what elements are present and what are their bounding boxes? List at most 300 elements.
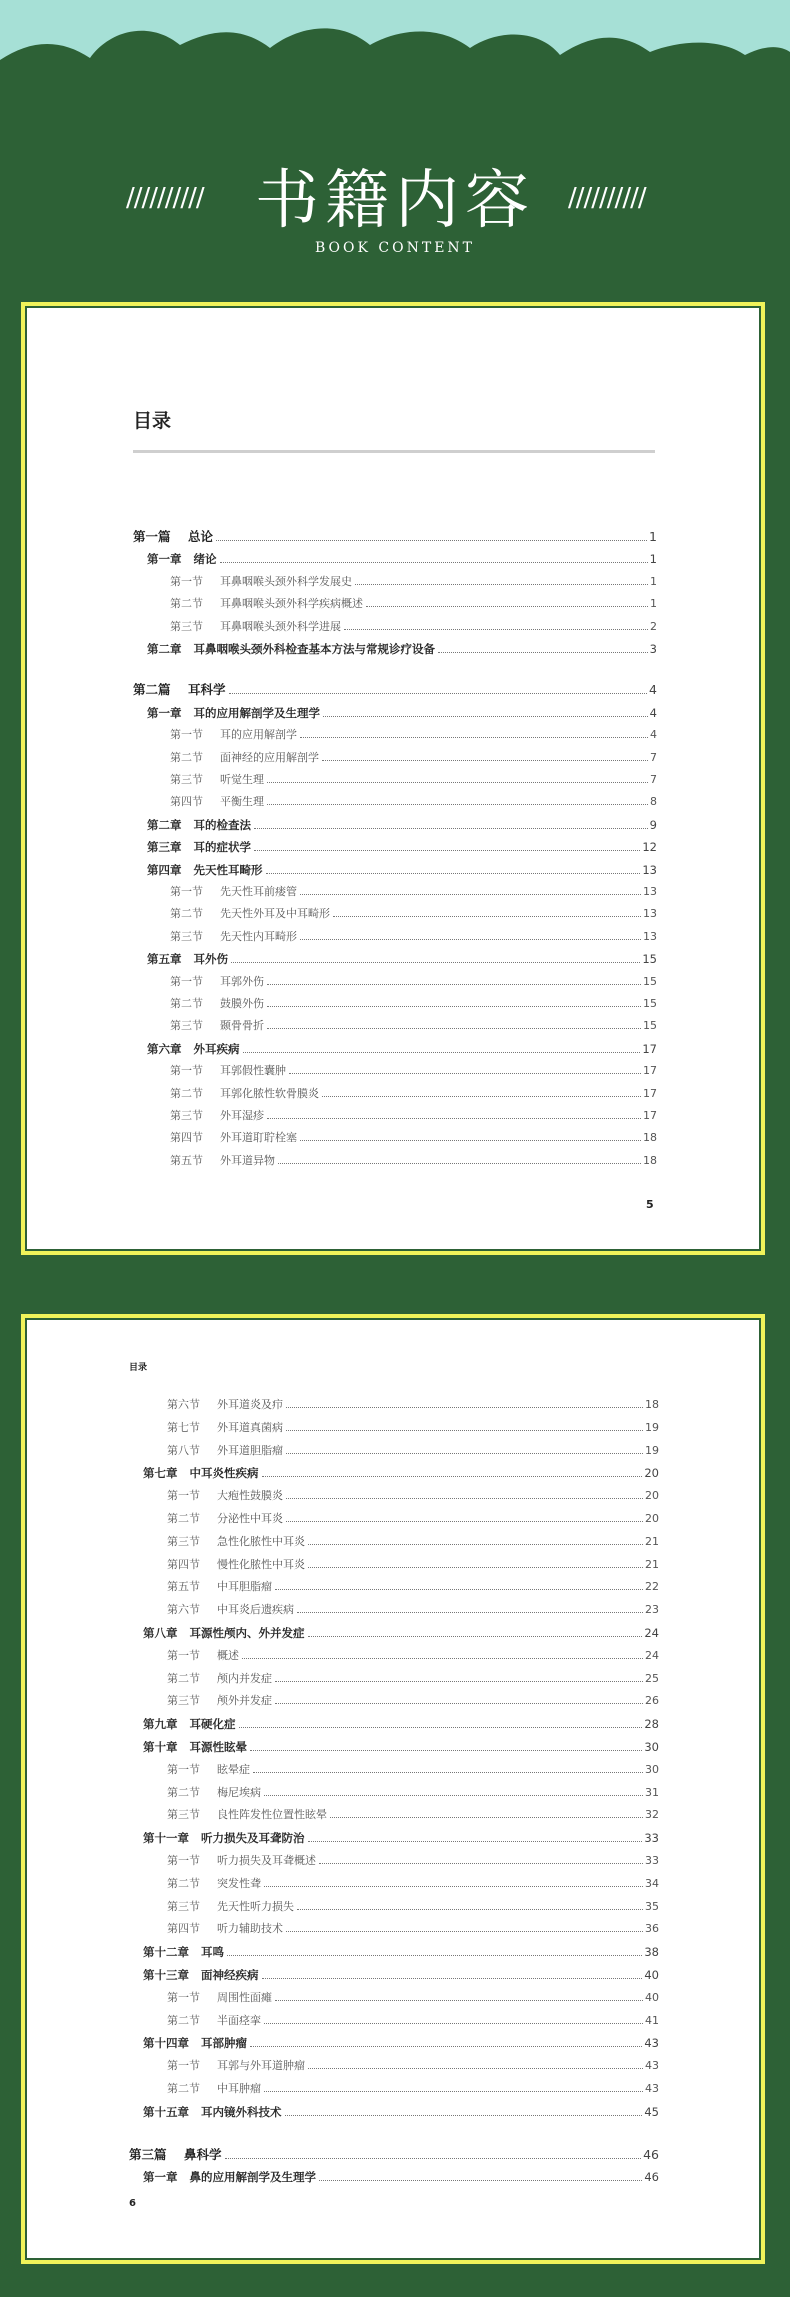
toc-section-entry[interactable] bbox=[167, 2013, 659, 2029]
toc-entry-page: 33 bbox=[645, 1854, 659, 1867]
toc-entry-title: 梅尼埃病 bbox=[217, 1785, 261, 1799]
toc-entry-label: 第十四章 bbox=[143, 2036, 189, 2051]
toc-entry-title: 耳鼻咽喉头颈外科检查基本方法与常规诊疗设备 bbox=[193, 642, 435, 656]
toc-chapter-entry[interactable] bbox=[143, 1830, 659, 1846]
toc-entry-title: 耳郭化脓性软骨膜炎 bbox=[220, 1086, 319, 1100]
toc-entry-title: 耳的应用解剖学 bbox=[220, 728, 297, 742]
toc-entry-page: 4 bbox=[649, 682, 657, 698]
toc-section-entry[interactable] bbox=[167, 1921, 659, 1937]
page-header bbox=[0, 150, 790, 270]
dot-leader bbox=[319, 1863, 643, 1864]
toc-entry-title: 总论 bbox=[188, 529, 214, 544]
toc-section-entry[interactable] bbox=[170, 1153, 657, 1169]
dot-leader bbox=[308, 1841, 643, 1842]
dot-leader bbox=[286, 1498, 643, 1499]
toc-entry-title: 中耳炎后遗疾病 bbox=[217, 1603, 294, 1617]
toc-entry-title: 先天性内耳畸形 bbox=[220, 929, 297, 943]
toc-entry-label: 第五章 bbox=[147, 952, 182, 967]
toc-section-entry[interactable] bbox=[167, 1420, 659, 1436]
toc-entry-title: 耳郭与外耳道肿瘤 bbox=[217, 2059, 305, 2073]
dot-leader bbox=[438, 652, 648, 653]
toc-entry-page: 40 bbox=[645, 1990, 659, 2004]
toc-section-entry[interactable] bbox=[167, 1762, 659, 1778]
toc-entry-title: 先天性听力损失 bbox=[217, 1899, 294, 1913]
toc-section-entry[interactable] bbox=[167, 1807, 659, 1823]
dot-leader bbox=[322, 1096, 641, 1097]
toc-entry-page: 19 bbox=[645, 1443, 659, 1457]
dot-leader bbox=[275, 1589, 643, 1590]
toc-entry-page: 9 bbox=[649, 817, 657, 832]
dot-leader bbox=[319, 2180, 642, 2181]
toc-entry-page: 20 bbox=[645, 1489, 659, 1503]
toc-entry-page: 4 bbox=[650, 728, 657, 742]
toc-entry-page: 43 bbox=[645, 2082, 659, 2095]
dot-leader bbox=[308, 1567, 643, 1568]
toc-entry-page: 2 bbox=[650, 619, 657, 633]
dot-leader bbox=[286, 1453, 643, 1454]
toc-chapter-entry[interactable] bbox=[147, 951, 657, 967]
toc-entry-page: 13 bbox=[643, 885, 657, 898]
toc-entry-label: 第二节 bbox=[170, 1086, 203, 1100]
toc-section-entry[interactable] bbox=[167, 1602, 659, 1618]
toc-part-entry[interactable] bbox=[133, 529, 657, 545]
toc-entry-label: 第一节 bbox=[167, 1990, 200, 2004]
toc-section-entry[interactable] bbox=[167, 2058, 659, 2074]
toc-entry-title: 先天性外耳及中耳畸形 bbox=[220, 907, 330, 921]
toc-section-entry[interactable] bbox=[167, 1671, 659, 1687]
toc-entry-title: 听力辅助技术 bbox=[217, 1922, 283, 1936]
toc-entry-label: 第三节 bbox=[167, 1534, 200, 1548]
dot-leader bbox=[275, 1703, 643, 1704]
dot-leader bbox=[308, 2068, 643, 2069]
dot-leader bbox=[297, 1612, 643, 1613]
toc-section-entry[interactable] bbox=[170, 929, 657, 945]
toc-chapter-entry[interactable] bbox=[147, 817, 657, 833]
toc-section-entry[interactable] bbox=[170, 619, 657, 635]
toc-chapter-entry[interactable] bbox=[147, 641, 657, 657]
dot-leader bbox=[267, 1028, 641, 1029]
dot-leader bbox=[308, 1544, 643, 1545]
toc-entry-label: 第二节 bbox=[170, 597, 203, 611]
dot-leader bbox=[220, 562, 648, 563]
toc-entry-title: 周围性面瘫 bbox=[217, 1990, 272, 2004]
sky-wave-decoration bbox=[0, 0, 790, 90]
dot-leader bbox=[300, 894, 641, 895]
toc-entry-page: 40 bbox=[644, 1968, 659, 1982]
toc-entry-page: 7 bbox=[650, 773, 657, 786]
dot-leader bbox=[229, 693, 648, 694]
toc-chapter-entry[interactable] bbox=[143, 1625, 659, 1641]
toc-entry-page: 23 bbox=[645, 1603, 659, 1617]
right-slash-decoration: ////////// bbox=[568, 183, 646, 213]
toc-entry-title: 外耳道胆脂瘤 bbox=[217, 1443, 283, 1457]
toc-entry-page: 21 bbox=[645, 1534, 659, 1548]
dot-leader bbox=[285, 2115, 643, 2116]
dot-leader bbox=[333, 916, 641, 917]
toc-entry-page: 8 bbox=[650, 795, 657, 809]
toc-entry-label: 第七节 bbox=[167, 1420, 200, 1434]
toc-entry-page: 15 bbox=[643, 997, 657, 1010]
toc-entry-title: 外耳道炎及疖 bbox=[217, 1398, 283, 1411]
dot-leader bbox=[300, 939, 641, 940]
toc-entry-title: 面神经疾病 bbox=[201, 1968, 259, 1982]
toc-entry-title: 耳鼻咽喉头颈外科学疾病概述 bbox=[220, 597, 363, 611]
toc-entry-label: 第八节 bbox=[167, 1443, 200, 1457]
toc-entry-title: 耳的症状学 bbox=[193, 840, 251, 855]
dot-leader bbox=[239, 1727, 643, 1728]
toc-divider bbox=[133, 450, 655, 453]
toc-section-entry[interactable] bbox=[167, 1693, 659, 1709]
dot-leader bbox=[300, 1140, 641, 1141]
toc-entry-title: 外耳道耵聍栓塞 bbox=[220, 1131, 297, 1145]
toc-section-entry[interactable] bbox=[167, 1990, 659, 2006]
toc-entry-title: 外耳道真菌病 bbox=[217, 1420, 283, 1434]
toc-entry-title: 眩晕症 bbox=[217, 1762, 250, 1776]
toc-entry-title: 耳鼻咽喉头颈外科学进展 bbox=[220, 619, 341, 633]
toc-entry-label: 第一章 bbox=[143, 2170, 178, 2185]
toc-part-entry[interactable] bbox=[133, 682, 657, 698]
toc-entry-label: 第十五章 bbox=[143, 2104, 189, 2119]
toc-entry-title: 先天性耳前瘘管 bbox=[220, 885, 297, 898]
page-title: 书籍内容 bbox=[255, 164, 535, 238]
toc-entry-page: 24 bbox=[645, 1648, 659, 1662]
toc-entry-label: 第二节 bbox=[167, 1512, 200, 1525]
toc-entry-title: 听力损失及耳聋概述 bbox=[217, 1854, 316, 1867]
toc-entry-label: 第二节 bbox=[170, 907, 203, 921]
left-slash-decoration: ////////// bbox=[126, 183, 204, 213]
toc-chapter-entry[interactable] bbox=[143, 1739, 659, 1755]
dot-leader bbox=[355, 584, 648, 585]
toc-entry-label: 第一节 bbox=[167, 1648, 200, 1662]
toc-entry-label: 第六章 bbox=[147, 1041, 182, 1056]
toc-entry-title: 鼻的应用解剖学及生理学 bbox=[189, 2170, 316, 2185]
toc-entry-label: 第三节 bbox=[170, 773, 203, 786]
toc-entry-page: 30 bbox=[645, 1762, 659, 1776]
toc-chapter-entry[interactable] bbox=[143, 1944, 659, 1960]
toc-section-entry[interactable] bbox=[167, 1511, 659, 1527]
toc-entry-title: 听力损失及耳聋防治 bbox=[201, 1831, 305, 1846]
toc-section-entry[interactable] bbox=[167, 1579, 659, 1595]
dot-leader bbox=[275, 1681, 643, 1682]
toc-chapter-entry[interactable] bbox=[147, 551, 657, 567]
toc-entry-title: 颞骨骨折 bbox=[220, 1019, 264, 1033]
dot-leader bbox=[275, 2000, 643, 2001]
dot-leader bbox=[227, 1955, 642, 1956]
toc-section-entry[interactable] bbox=[170, 996, 657, 1012]
toc-entry-page: 24 bbox=[644, 1626, 659, 1640]
toc-entry-title: 耳硬化症 bbox=[189, 1717, 236, 1732]
page-subtitle: BOOK CONTENT bbox=[315, 240, 475, 256]
toc-chapter-entry[interactable] bbox=[147, 862, 657, 878]
dot-leader bbox=[264, 1795, 643, 1796]
dot-leader bbox=[262, 1978, 643, 1979]
toc-entry-title: 耳鸣 bbox=[201, 1945, 224, 1960]
toc-entry-page: 35 bbox=[645, 1899, 659, 1913]
toc-entry-title: 颅内并发症 bbox=[217, 1671, 272, 1685]
toc-entry-label: 第二章 bbox=[147, 817, 182, 832]
toc-entry-title: 急性化脓性中耳炎 bbox=[217, 1534, 305, 1548]
dot-leader bbox=[267, 984, 641, 985]
toc-entry-page: 20 bbox=[645, 1512, 659, 1525]
page-number: 5 bbox=[646, 1198, 654, 1211]
toc-entry-label: 第六节 bbox=[167, 1603, 200, 1617]
toc-entry-label: 第三节 bbox=[170, 929, 203, 943]
toc-entry-title: 耳郭假性囊肿 bbox=[220, 1064, 286, 1078]
toc-entry-page: 17 bbox=[643, 1109, 657, 1122]
toc-entry-title: 良性阵发性位置性眩晕 bbox=[217, 1808, 327, 1822]
toc-chapter-entry[interactable] bbox=[143, 1716, 659, 1732]
toc-entry-page: 15 bbox=[643, 1019, 657, 1033]
toc-entry-label: 第一章 bbox=[147, 552, 182, 567]
page-number: 6 bbox=[129, 2198, 136, 2209]
toc-section-entry[interactable] bbox=[167, 1876, 659, 1892]
dot-leader bbox=[267, 1118, 641, 1119]
toc-entry-label: 第三节 bbox=[170, 619, 203, 633]
toc-entry-title: 耳科学 bbox=[188, 682, 226, 698]
toc-entry-label: 第二节 bbox=[167, 2082, 200, 2095]
toc-section-entry[interactable] bbox=[170, 596, 657, 612]
toc-section-entry[interactable] bbox=[167, 1648, 659, 1664]
dot-leader bbox=[297, 1909, 643, 1910]
toc-entry-page: 1 bbox=[649, 552, 657, 567]
toc-entry-label: 第一节 bbox=[170, 728, 203, 742]
toc-section-entry[interactable] bbox=[170, 1063, 657, 1079]
dot-leader bbox=[330, 1817, 643, 1818]
toc-entry-page: 19 bbox=[645, 1420, 659, 1434]
toc-entry-page: 30 bbox=[644, 1740, 659, 1754]
toc-section-entry[interactable] bbox=[167, 1397, 659, 1413]
toc-entry-label: 第五节 bbox=[167, 1580, 200, 1594]
dot-leader bbox=[254, 850, 640, 851]
dot-leader bbox=[264, 1886, 643, 1887]
toc-entry-title: 耳源性眩晕 bbox=[189, 1740, 247, 1754]
toc-chapter-entry[interactable] bbox=[143, 2035, 659, 2051]
toc-section-entry[interactable] bbox=[170, 974, 657, 990]
dot-leader bbox=[344, 629, 648, 630]
dot-leader bbox=[242, 1658, 643, 1659]
toc-entry-title: 耳郭外伤 bbox=[220, 974, 264, 988]
toc-entry-title: 中耳胆脂瘤 bbox=[217, 1580, 272, 1594]
toc-entry-page: 1 bbox=[650, 597, 657, 611]
dot-leader bbox=[254, 828, 648, 829]
toc-chapter-entry[interactable] bbox=[147, 839, 657, 855]
toc-entry-title: 半面痉挛 bbox=[217, 2013, 261, 2027]
dot-leader bbox=[323, 716, 648, 717]
toc-entry-title: 鼻科学 bbox=[184, 2146, 222, 2162]
toc-entry-label: 第二节 bbox=[170, 997, 203, 1010]
toc-entry-label: 第四章 bbox=[147, 862, 182, 877]
toc-chapter-entry[interactable] bbox=[143, 1967, 659, 1983]
toc-entry-label: 第四节 bbox=[170, 795, 203, 809]
toc-entry-page: 33 bbox=[644, 1831, 659, 1846]
toc-entry-page: 3 bbox=[649, 642, 657, 656]
toc-entry-label: 第二章 bbox=[147, 642, 182, 656]
toc-entry-label: 第七章 bbox=[143, 1466, 178, 1481]
dot-leader bbox=[366, 606, 648, 607]
dot-leader bbox=[216, 540, 647, 541]
toc-section-entry[interactable] bbox=[167, 1488, 659, 1504]
toc-section-entry[interactable] bbox=[167, 1899, 659, 1915]
toc-section-entry[interactable] bbox=[167, 1785, 659, 1801]
dot-leader bbox=[264, 2091, 643, 2092]
toc-entry-page: 43 bbox=[645, 2059, 659, 2073]
toc-entry-page: 20 bbox=[644, 1466, 659, 1481]
toc-entry-page: 32 bbox=[645, 1808, 659, 1822]
toc-entry-page: 46 bbox=[643, 2146, 659, 2162]
toc-entry-label: 第四节 bbox=[167, 1922, 200, 1936]
toc-section-entry[interactable] bbox=[167, 2081, 659, 2097]
toc-section-entry[interactable] bbox=[167, 1534, 659, 1550]
toc-entry-label: 第三章 bbox=[147, 840, 182, 855]
toc-entry-title: 中耳炎性疾病 bbox=[189, 1466, 259, 1481]
toc-section-entry[interactable] bbox=[170, 884, 657, 900]
toc-entry-title: 外耳道异物 bbox=[220, 1153, 275, 1167]
dot-leader bbox=[264, 2023, 643, 2024]
toc-section-entry[interactable] bbox=[170, 727, 657, 743]
toc-entry-label: 第一节 bbox=[167, 2059, 200, 2073]
toc-section-entry[interactable] bbox=[170, 750, 657, 766]
toc-entry-page: 38 bbox=[644, 1945, 659, 1960]
toc-entry-label: 第十三章 bbox=[143, 1968, 189, 1982]
toc-entry-title: 耳内镜外科技术 bbox=[201, 2104, 282, 2119]
toc-entry-label: 第八章 bbox=[143, 1626, 178, 1640]
dot-leader bbox=[286, 1430, 643, 1431]
toc-section-entry[interactable] bbox=[167, 1853, 659, 1869]
toc-entry-label: 第一节 bbox=[170, 885, 203, 898]
toc-entry-label: 第一章 bbox=[147, 705, 182, 720]
toc-entry-title: 耳鼻咽喉头颈外科学发展史 bbox=[220, 574, 352, 588]
toc-section-entry[interactable] bbox=[170, 1018, 657, 1034]
dot-leader bbox=[231, 962, 640, 963]
toc-entry-label: 第三节 bbox=[170, 1109, 203, 1122]
toc-entry-page: 4 bbox=[649, 705, 657, 720]
dot-leader bbox=[286, 1521, 643, 1522]
toc-entry-page: 45 bbox=[644, 2104, 659, 2119]
toc-section-entry[interactable] bbox=[170, 574, 657, 590]
toc-chapter-entry[interactable] bbox=[147, 705, 657, 721]
dot-leader bbox=[278, 1163, 641, 1164]
toc-entry-title: 耳的应用解剖学及生理学 bbox=[193, 705, 320, 720]
toc-entry-title: 耳外伤 bbox=[193, 952, 228, 967]
toc-entry-label: 第一节 bbox=[167, 1854, 200, 1867]
toc-entry-title: 大疱性鼓膜炎 bbox=[217, 1489, 283, 1503]
toc-entry-page: 1 bbox=[649, 529, 657, 544]
toc-entry-label: 第十章 bbox=[143, 1740, 178, 1754]
dot-leader bbox=[286, 1407, 643, 1408]
toc-entry-page: 46 bbox=[644, 2170, 659, 2185]
toc-entry-title: 绪论 bbox=[193, 552, 217, 567]
toc-entry-label: 第二节 bbox=[167, 1671, 200, 1685]
toc-entry-page: 1 bbox=[650, 574, 657, 588]
toc-entry-title: 耳的检查法 bbox=[193, 817, 251, 832]
toc-section-entry[interactable] bbox=[167, 1557, 659, 1573]
toc-entry-label: 第六节 bbox=[167, 1398, 200, 1411]
toc-entry-title: 分泌性中耳炎 bbox=[217, 1512, 283, 1525]
toc-section-entry[interactable] bbox=[170, 906, 657, 922]
dot-leader bbox=[286, 1931, 643, 1932]
dot-leader bbox=[250, 1750, 642, 1751]
toc-section-entry[interactable] bbox=[170, 1108, 657, 1124]
toc-entry-page: 31 bbox=[645, 1785, 659, 1799]
toc-entry-title: 先天性耳畸形 bbox=[193, 862, 263, 877]
dot-leader bbox=[225, 2158, 642, 2159]
toc-entry-page: 18 bbox=[643, 1131, 657, 1145]
toc-section-entry[interactable] bbox=[170, 772, 657, 788]
toc-section-entry[interactable] bbox=[170, 1086, 657, 1102]
toc-entry-label: 第二节 bbox=[167, 2013, 200, 2027]
toc-chapter-entry[interactable] bbox=[143, 1465, 659, 1481]
toc-entry-page: 26 bbox=[645, 1694, 659, 1708]
dot-leader bbox=[267, 1006, 641, 1007]
toc-entry-label: 第四节 bbox=[170, 1131, 203, 1145]
toc-entry-label: 第一篇 bbox=[133, 529, 171, 544]
toc-entry-page: 13 bbox=[643, 929, 657, 943]
toc-entry-label: 第四节 bbox=[167, 1557, 200, 1571]
toc-entry-page: 17 bbox=[642, 1041, 657, 1056]
toc-entry-label: 第一节 bbox=[167, 1489, 200, 1503]
toc-entry-page: 15 bbox=[642, 952, 657, 967]
toc-entry-title: 平衡生理 bbox=[220, 795, 264, 809]
toc-entry-title: 慢性化脓性中耳炎 bbox=[217, 1557, 305, 1571]
toc-entry-label: 第二节 bbox=[167, 1785, 200, 1799]
toc-entry-page: 41 bbox=[645, 2013, 659, 2027]
toc-section-entry[interactable] bbox=[167, 1443, 659, 1459]
toc-entry-page: 13 bbox=[643, 907, 657, 921]
toc-section-entry[interactable] bbox=[170, 794, 657, 810]
toc-entry-label: 第三节 bbox=[167, 1808, 200, 1822]
dot-leader bbox=[289, 1073, 641, 1074]
toc-entry-page: 15 bbox=[643, 974, 657, 988]
toc-entry-page: 25 bbox=[645, 1671, 659, 1685]
dot-leader bbox=[267, 782, 648, 783]
toc-entry-title: 面神经的应用解剖学 bbox=[220, 750, 319, 764]
toc-chapter-entry[interactable] bbox=[147, 1041, 657, 1057]
toc-entry-title: 中耳肿瘤 bbox=[217, 2082, 261, 2095]
toc-entry-title: 外耳疾病 bbox=[193, 1041, 240, 1056]
toc-entry-label: 第一节 bbox=[167, 1762, 200, 1776]
toc-entry-title: 颅外并发症 bbox=[217, 1694, 272, 1708]
toc-entry-label: 第一节 bbox=[170, 574, 203, 588]
toc-entry-title: 耳源性颅内、外并发症 bbox=[189, 1626, 305, 1640]
toc-entry-page: 22 bbox=[645, 1580, 659, 1594]
toc-entry-label: 第三节 bbox=[167, 1694, 200, 1708]
toc-part-entry[interactable] bbox=[129, 2147, 659, 2163]
toc-running-head: 目录 bbox=[129, 1363, 148, 1373]
toc-entry-label: 第九章 bbox=[143, 1717, 178, 1732]
toc-entry-page: 36 bbox=[645, 1922, 659, 1936]
dot-leader bbox=[308, 1636, 643, 1637]
toc-entry-label: 第三节 bbox=[167, 1899, 200, 1913]
toc-entry-page: 7 bbox=[650, 750, 657, 764]
toc-entry-label: 第二篇 bbox=[133, 682, 171, 698]
dot-leader bbox=[322, 760, 648, 761]
toc-page-card-1 bbox=[21, 302, 765, 1255]
dot-leader bbox=[267, 804, 648, 805]
dot-leader bbox=[300, 737, 648, 738]
toc-entry-label: 第五节 bbox=[170, 1153, 203, 1167]
dot-leader bbox=[266, 873, 641, 874]
toc-entry-title: 听觉生理 bbox=[220, 773, 264, 786]
toc-heading: 目录 bbox=[133, 410, 172, 432]
dot-leader bbox=[253, 1772, 643, 1773]
toc-entry-title: 鼓膜外伤 bbox=[220, 997, 264, 1010]
toc-section-entry[interactable] bbox=[170, 1130, 657, 1146]
toc-chapter-entry[interactable] bbox=[143, 2169, 659, 2185]
toc-entry-label: 第三篇 bbox=[129, 2146, 167, 2162]
toc-entry-label: 第二节 bbox=[167, 1876, 200, 1890]
toc-entry-page: 21 bbox=[645, 1557, 659, 1571]
toc-chapter-entry[interactable] bbox=[143, 2104, 659, 2120]
